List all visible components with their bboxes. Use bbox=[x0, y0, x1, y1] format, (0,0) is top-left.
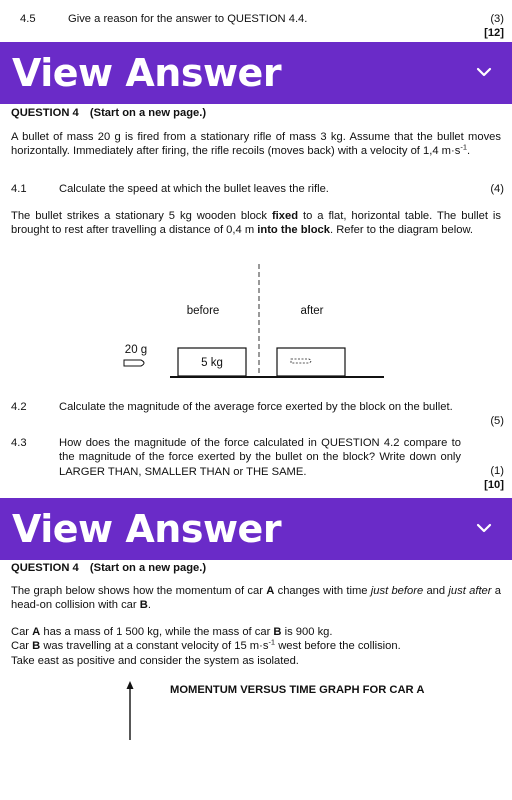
heading-label: QUESTION 4 bbox=[11, 562, 79, 574]
view-answer-banner-2[interactable] bbox=[0, 498, 512, 560]
heading-note: (Start on a new page.) bbox=[89, 107, 207, 119]
marks: (4) bbox=[490, 183, 504, 195]
chevron-down-icon[interactable] bbox=[474, 62, 494, 82]
view-answer-label[interactable]: View Answer bbox=[12, 507, 282, 551]
question-number: 4.5 bbox=[20, 13, 36, 25]
graph-intro-paragraph: The graph below shows how the momentum of car A changes with time just before and just after a head-on collision with car B. bbox=[11, 585, 501, 612]
marks: (3) bbox=[490, 13, 504, 25]
car-details-paragraph: Car A has a mass of 1 500 kg, while the mass of car B is 900 kg. Car B was travelling at a constant velocity of 15 $m\cdot s^{-1}$ west before the collision. Take east as positive and consider the system as isolated. bbox=[11, 626, 401, 667]
view-answer-label[interactable]: View Answer bbox=[12, 51, 282, 95]
heading-note: (Start on a new page.) bbox=[89, 562, 207, 574]
y-axis-arrow bbox=[120, 680, 140, 742]
total-marks: [10] bbox=[484, 479, 504, 491]
bullet-mass-label: 20 g bbox=[124, 344, 148, 356]
question-4-5-row bbox=[0, 0, 512, 42]
diagram-svg bbox=[0, 262, 512, 392]
view-answer-banner-1[interactable] bbox=[0, 42, 512, 104]
section-heading bbox=[11, 106, 501, 120]
bullet-shape bbox=[124, 360, 144, 366]
bullet-block-diagram bbox=[0, 262, 512, 392]
block-paragraph: The bullet strikes a stationary 5 kg wooden block fixed to a flat, horizontal table. The bullet is brought to rest after travelling a distance of 0,4 m into the block. Refer to the diagram below. bbox=[11, 210, 501, 237]
marks: (5) bbox=[490, 415, 504, 427]
chevron-down-icon[interactable] bbox=[474, 518, 494, 538]
graph-title: MOMENTUM VERSUS TIME GRAPH FOR CAR A bbox=[170, 684, 425, 696]
section-heading bbox=[11, 561, 501, 575]
before-label: before bbox=[186, 305, 220, 317]
heading-label: QUESTION 4 bbox=[11, 107, 79, 119]
total-marks: [12] bbox=[484, 27, 504, 39]
marks: (1) bbox=[490, 465, 504, 477]
intro-paragraph: A bullet of mass 20 g is fired from a stationary rifle of mass 3 kg. Assume that the bullet moves horizontally. Immediately after firing, the rifle recoils (moves back) with a velocity of 1,4 $m\cdot s^{-1}$. bbox=[11, 131, 501, 158]
after-label: after bbox=[300, 305, 324, 317]
block-mass-label: 5 kg bbox=[201, 357, 223, 369]
question-text: Give a reason for the answer to QUESTION 4.4. bbox=[68, 13, 308, 25]
